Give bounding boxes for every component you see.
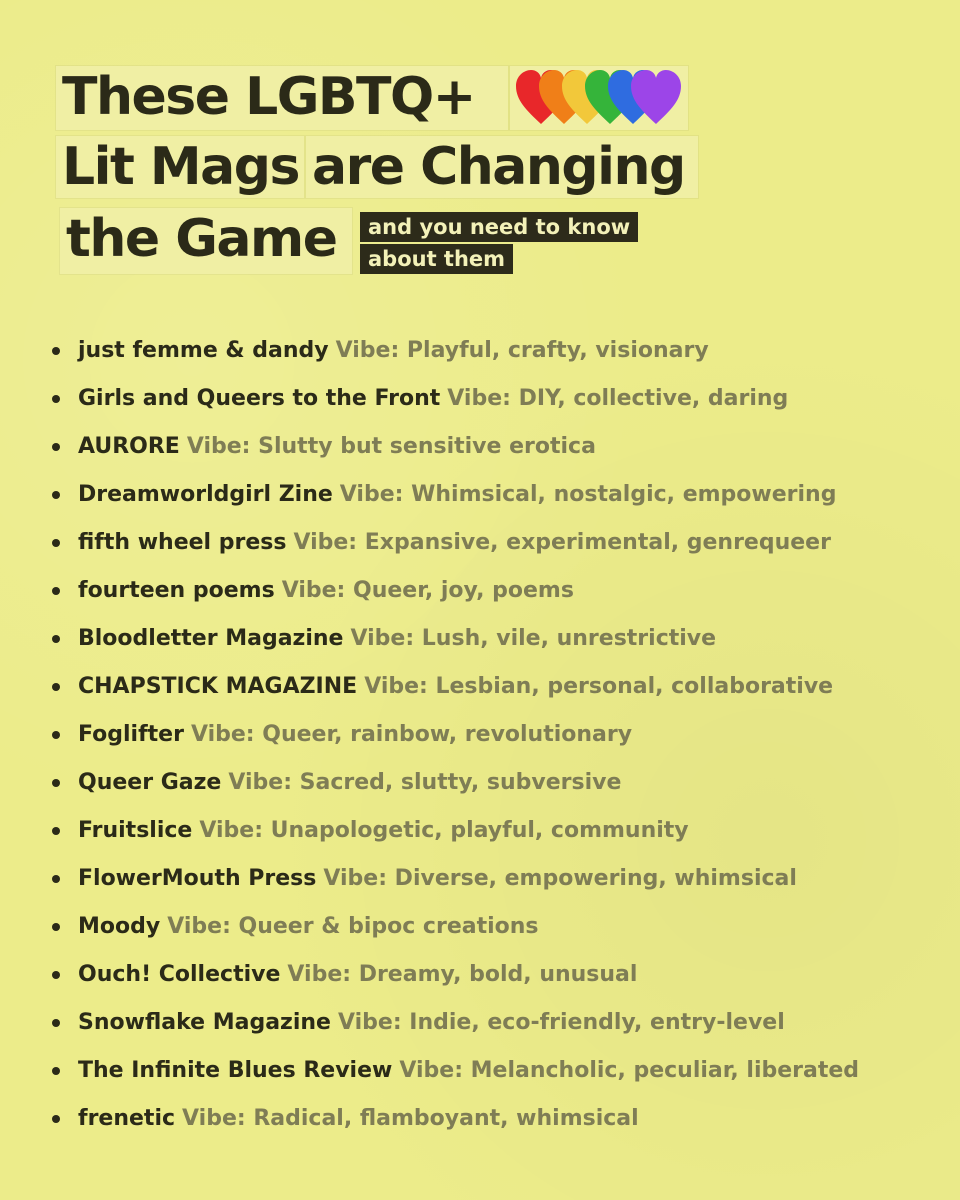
mag-vibe: Vibe: Indie, eco-friendly, entry-level: [337, 1010, 785, 1035]
mag-vibe: Vibe: Dreamy, bold, unusual: [287, 962, 638, 987]
list-item: [50, 999, 930, 1047]
title-line-2b: are Changing: [312, 137, 685, 197]
mag-name: just femme & dandy: [78, 338, 329, 363]
mag-vibe: Vibe: Whimsical, nostalgic, empowering: [339, 482, 837, 507]
bullet-icon: [52, 731, 60, 739]
title-strip-2: [56, 136, 304, 198]
list-item: [50, 327, 930, 375]
list-item: [50, 807, 930, 855]
lit-mag-list: [50, 327, 930, 1143]
bullet-icon: [52, 779, 60, 787]
mag-vibe: Vibe: Lesbian, personal, collaborative: [364, 674, 834, 699]
mag-name: Bloodletter Magazine: [78, 626, 344, 651]
list-item: [50, 1095, 930, 1143]
hearts-strip: [510, 66, 688, 130]
bullet-icon: [52, 875, 60, 883]
mag-vibe: Vibe: Expansive, experimental, genrequeer: [293, 530, 831, 555]
bullet-icon: [52, 635, 60, 643]
subtitle-tag-1: and you need to know: [360, 212, 638, 242]
mag-vibe: Vibe: Sacred, slutty, subversive: [228, 770, 622, 795]
list-item: [50, 855, 930, 903]
list-item: [50, 375, 930, 423]
mag-name: Snowflake Magazine: [78, 1010, 331, 1035]
mag-name: Moody: [78, 914, 161, 939]
title-strip-1: [56, 66, 508, 130]
mag-name: The Infinite Blues Review: [78, 1058, 393, 1083]
bullet-icon: [52, 923, 60, 931]
mag-vibe: Vibe: Melancholic, peculiar, liberated: [399, 1058, 860, 1083]
bullet-icon: [52, 347, 60, 355]
bullet-icon: [52, 443, 60, 451]
bullet-icon: [52, 539, 60, 547]
bullet-icon: [52, 1115, 60, 1123]
mag-name: Girls and Queers to the Front: [78, 386, 441, 411]
list-item: [50, 615, 930, 663]
list-item: [50, 1047, 930, 1095]
bullet-icon: [52, 1067, 60, 1075]
mag-vibe: Vibe: Unapologetic, playful, community: [199, 818, 689, 843]
bullet-icon: [52, 827, 60, 835]
list-item: [50, 663, 930, 711]
list-item: [50, 423, 930, 471]
bullet-icon: [52, 587, 60, 595]
mag-name: Queer Gaze: [78, 770, 222, 795]
mag-name: fourteen poems: [78, 578, 275, 603]
list-item: [50, 567, 930, 615]
mag-name: fifth wheel press: [78, 530, 287, 555]
mag-name: Foglifter: [78, 722, 184, 747]
list-item: [50, 951, 930, 999]
title-line-1: These LGBTQ+: [62, 67, 475, 127]
list-item: [50, 759, 930, 807]
mag-vibe: Vibe: Queer, rainbow, revolutionary: [190, 722, 633, 747]
title-line-2a: Lit Mags: [62, 137, 299, 197]
bullet-icon: [52, 1019, 60, 1027]
subtitle-tag-2: about them: [360, 244, 513, 274]
mag-name: Dreamworldgirl Zine: [78, 482, 333, 507]
bullet-icon: [52, 491, 60, 499]
list-item: [50, 471, 930, 519]
mag-vibe: Vibe: DIY, collective, daring: [447, 386, 789, 411]
title-strip-4: [60, 208, 352, 274]
mag-name: Fruitslice: [78, 818, 193, 843]
title-line-3: the Game: [66, 209, 337, 269]
mag-name: Ouch! Collective: [78, 962, 281, 987]
mag-vibe: Vibe: Radical, flamboyant, whimsical: [182, 1106, 639, 1131]
rainbow-hearts-icon: [510, 66, 688, 130]
mag-vibe: Vibe: Slutty but sensitive erotica: [186, 434, 596, 459]
mag-name: FlowerMouth Press: [78, 866, 317, 891]
mag-vibe: Vibe: Diverse, empowering, whimsical: [323, 866, 797, 891]
mag-vibe: Vibe: Playful, crafty, visionary: [335, 338, 709, 363]
mag-name: CHAPSTICK MAGAZINE: [78, 674, 358, 699]
mag-vibe: Vibe: Queer, joy, poems: [281, 578, 574, 603]
list-item: [50, 519, 930, 567]
bullet-icon: [52, 971, 60, 979]
mag-vibe: Vibe: Lush, vile, unrestrictive: [350, 626, 717, 651]
title-strip-3: [306, 136, 698, 198]
bullet-icon: [52, 395, 60, 403]
mag-vibe: Vibe: Queer & bipoc creations: [167, 914, 539, 939]
list-item: [50, 711, 930, 759]
mag-name: AURORE: [78, 434, 180, 459]
mag-name: frenetic: [78, 1106, 176, 1131]
bullet-icon: [52, 683, 60, 691]
list-item: [50, 903, 930, 951]
